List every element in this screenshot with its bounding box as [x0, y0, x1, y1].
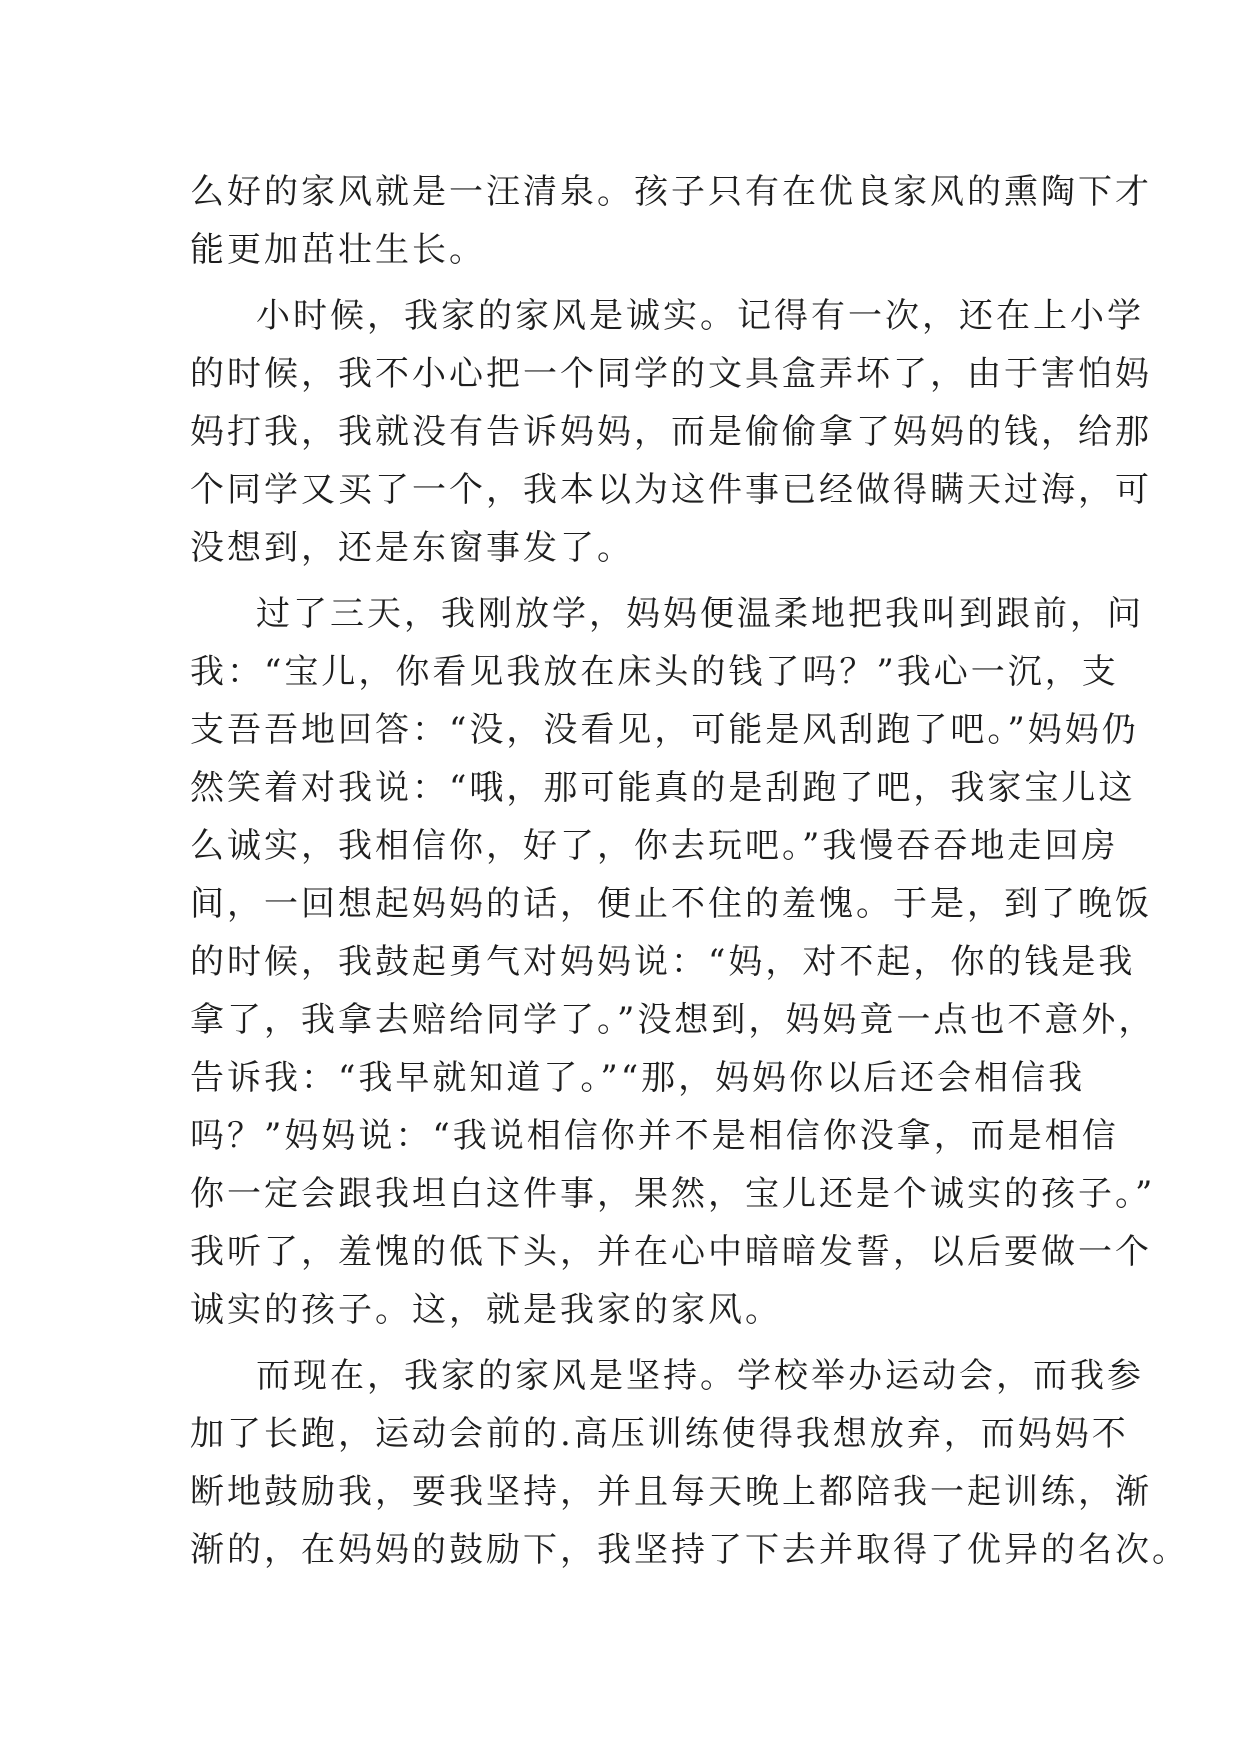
text-line: 妈打我，我就没有告诉妈妈，而是偷偷拿了妈妈的钱，给那 — [190, 412, 1152, 452]
text-line: 加了长跑，运动会前的.高压训练使得我想放弃，而妈妈不 — [190, 1414, 1129, 1454]
text-line: 间，一回想起妈妈的话，便止不住的羞愧。于是，到了晚饭 — [190, 884, 1152, 924]
text-line: 么诚实，我相信你，好了，你去玩吧。”我慢吞吞地走回房 — [190, 826, 1119, 866]
text-line: 告诉我：“我早就知道了。”“那，妈妈你以后还会相信我 — [190, 1058, 1086, 1098]
text-line: 我：“宝儿，你看见我放在床头的钱了吗？”我心一沉，支 — [190, 652, 1119, 692]
text-line: 么好的家风就是一汪清泉。孩子只有在优良家风的熏陶下才 — [190, 172, 1152, 212]
text-line: 吗？”妈妈说：“我说相信你并不是相信你没拿，而是相信 — [190, 1116, 1119, 1156]
paragraph-first-line: 而现在，我家的家风是坚持。学校举办运动会，而我参 — [256, 1356, 1144, 1396]
essay-body — [190, 163, 1189, 1579]
text-line: 没想到，还是东窗事发了。 — [190, 528, 634, 568]
text-line: 的时候，我鼓起勇气对妈妈说：“妈，对不起，你的钱是我 — [190, 942, 1136, 982]
paragraph-first-line: 小时候，我家的家风是诚实。记得有一次，还在上小学 — [256, 296, 1144, 336]
text-line: 你一定会跟我坦白这件事，果然，宝儿还是个诚实的孩子。” — [190, 1174, 1156, 1214]
text-line: 支吾吾地回答：“没，没看见，可能是风刮跑了吧。”妈妈仍 — [190, 710, 1139, 750]
paragraph-first-line: 过了三天，我刚放学，妈妈便温柔地把我叫到跟前，问 — [256, 594, 1144, 634]
text-line: 拿了，我拿去赔给同学了。”没想到，妈妈竟一点也不意外， — [190, 1000, 1156, 1040]
text-line: 诚实的孩子。这，就是我家的家风。 — [190, 1290, 782, 1330]
text-line: 个同学又买了一个，我本以为这件事已经做得瞒天过海，可 — [190, 470, 1152, 510]
text-line: 我听了，羞愧的低下头，并在心中暗暗发誓，以后要做一个 — [190, 1232, 1152, 1272]
text-line: 的时候，我不小心把一个同学的文具盒弄坏了，由于害怕妈 — [190, 354, 1152, 394]
text-line: 渐的，在妈妈的鼓励下，我坚持了下去并取得了优异的名次。 — [190, 1530, 1189, 1570]
text-line: 然笑着对我说：“哦，那可能真的是刮跑了吧，我家宝儿这 — [190, 768, 1136, 808]
text-line: 断地鼓励我，要我坚持，并且每天晚上都陪我一起训练，渐 — [190, 1472, 1152, 1512]
text-line: 能更加茁壮生长。 — [190, 230, 486, 270]
